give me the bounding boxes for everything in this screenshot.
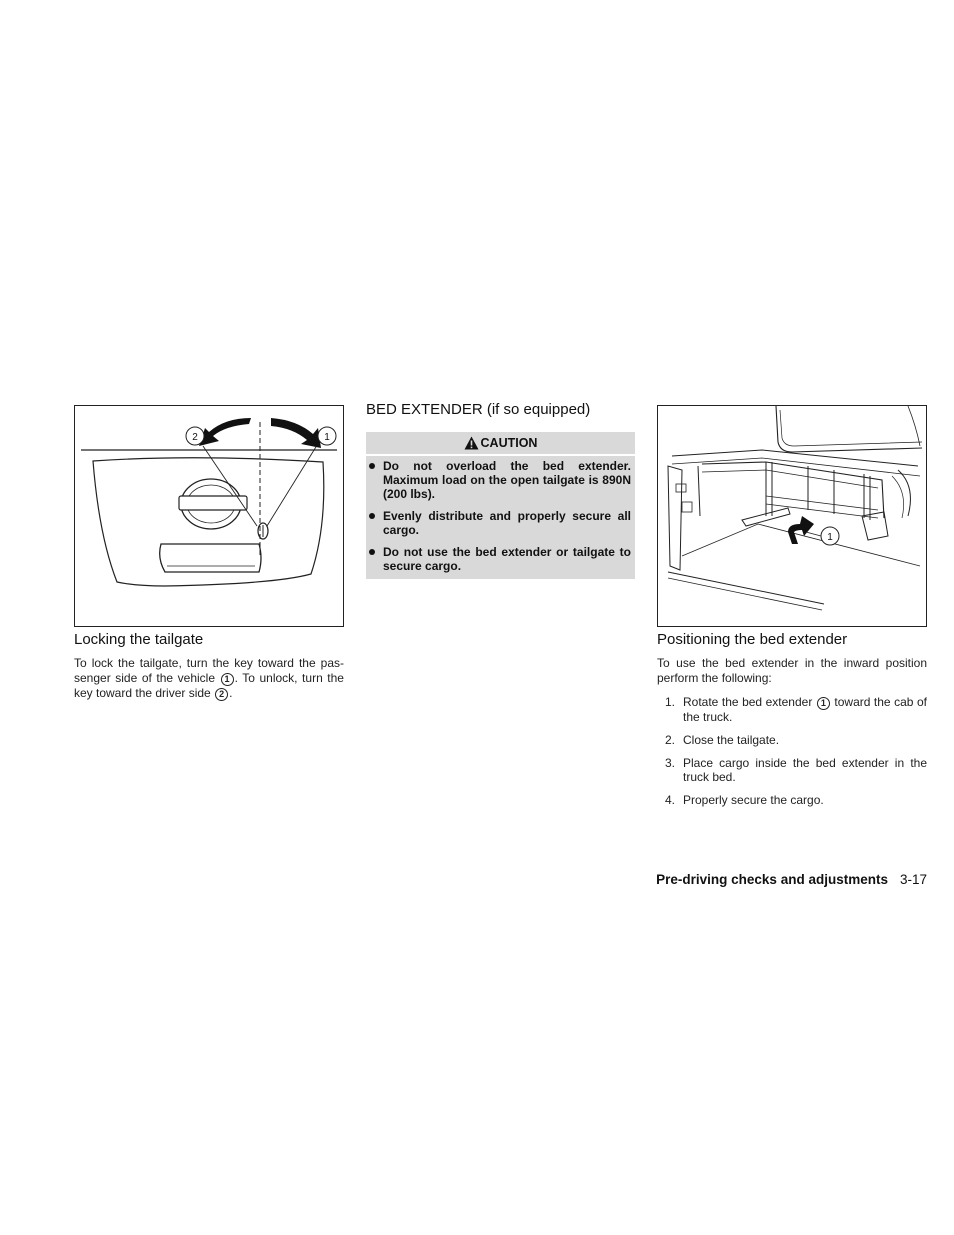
caution-item (366, 459, 635, 501)
step-text: Place cargo inside the bed extender in the truck bed. (683, 756, 927, 784)
callout-1: 1 (324, 432, 330, 443)
step-item (665, 793, 927, 807)
step-item (665, 695, 927, 724)
caution-item-text: Do not use the bed extender or tailgate to secure cargo. (383, 545, 631, 573)
caution-item (366, 509, 635, 537)
caution-list (366, 459, 635, 581)
section-heading-positioning-bed-extender: Positioning the bed extender (657, 631, 848, 648)
step-number: 4. (665, 793, 676, 807)
caution-title: CAUTION (480, 436, 538, 450)
caution-item (366, 545, 635, 573)
callout-2: 2 (192, 432, 198, 443)
reference-marker-1: 1 (817, 697, 830, 710)
bed-extender-illustration (657, 405, 927, 627)
reference-marker-2: 2 (215, 688, 228, 701)
step-text: Close the tailgate. (683, 733, 780, 747)
paragraph-text: To lock the tailgate, turn the key toward the pas-senger side of the vehicle (74, 656, 344, 685)
step-item (665, 756, 927, 784)
bed-extender-drawing (658, 406, 926, 626)
reference-marker-1: 1 (221, 673, 234, 686)
bullet-icon (369, 513, 375, 519)
warning-triangle-icon (464, 436, 479, 450)
locking-tailgate-paragraph (74, 656, 344, 701)
positioning-intro-paragraph: To use the bed extender in the inward position perform the following: (657, 656, 927, 685)
callout-1: 1 (827, 532, 833, 543)
caution-item-text: Do not overload the bed extender. Maximum load on the open tailgate is 890N (200 lbs). (383, 459, 631, 501)
step-text: toward the cab of the truck. (683, 695, 928, 724)
step-number: 2. (665, 733, 676, 747)
caution-box (366, 432, 635, 579)
page-number: 3-17 (899, 872, 927, 887)
tailgate-lock-drawing (75, 406, 343, 626)
step-item (665, 733, 927, 747)
positioning-steps-list (665, 695, 927, 816)
caution-item-text: Evenly distribute and properly secure all cargo. (383, 509, 631, 537)
tailgate-lock-illustration (74, 405, 344, 627)
bullet-icon (369, 463, 375, 469)
step-number: 3. (665, 756, 676, 770)
paragraph-text: . To unlock, turn the key toward the driver side (74, 671, 344, 700)
page-footer (656, 872, 927, 887)
step-number: 1. (665, 695, 676, 709)
footer-section-title: Pre-driving checks and adjustments (656, 872, 888, 887)
section-heading-bed-extender: BED EXTENDER (if so equipped) (366, 401, 591, 418)
paragraph-text: . (229, 686, 233, 700)
bullet-icon (369, 549, 375, 555)
step-text: Rotate the bed extender (683, 695, 813, 709)
step-text: Properly secure the cargo. (683, 793, 824, 807)
section-heading-locking-tailgate: Locking the tailgate (74, 631, 204, 648)
caution-header (366, 432, 635, 456)
